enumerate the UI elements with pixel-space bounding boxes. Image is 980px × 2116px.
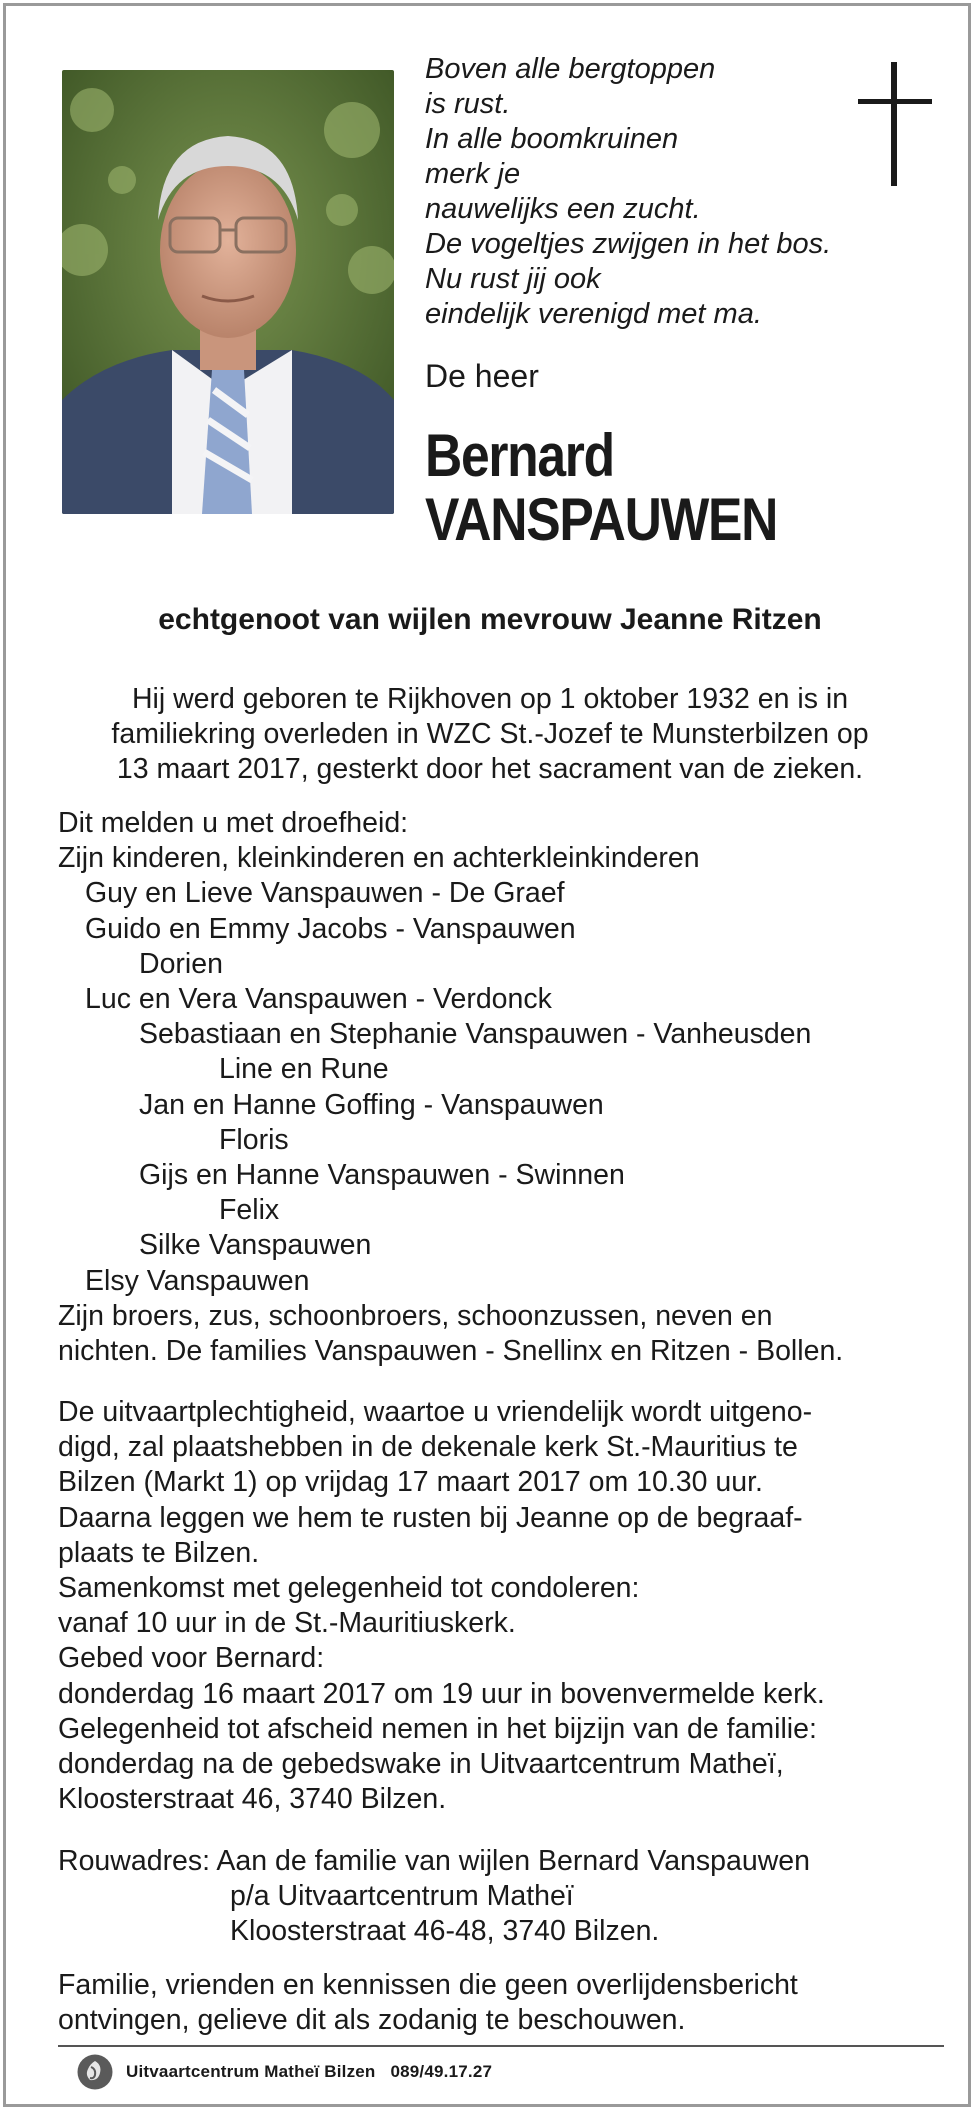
family-member: Felix bbox=[219, 1194, 280, 1227]
memorial-poem bbox=[425, 52, 831, 332]
poem-line: Boven alle bergtoppen bbox=[425, 53, 716, 85]
poem-line: merk je bbox=[425, 158, 521, 190]
birth-death-paragraph bbox=[40, 682, 940, 787]
service-line: digd, zal plaatshebben in de dekenale kerk St.-Mauritius te bbox=[58, 1431, 798, 1464]
deceased-name bbox=[425, 424, 777, 552]
family-member: Dorien bbox=[139, 947, 223, 980]
children-heading: Zijn kinderen, kleinkinderen en achterkleinkinderen bbox=[58, 842, 700, 875]
funeral-home-name: Uitvaartcentrum Matheï Bilzen bbox=[126, 2062, 376, 2081]
relatives-line: nichten. De families Vanspauwen - Snellinx en Ritzen - Bollen. bbox=[58, 1335, 844, 1368]
service-line: vanaf 10 uur in de St.-Mauritiuskerk. bbox=[58, 1607, 516, 1640]
family-intro: Dit melden u met droefheid: bbox=[58, 807, 409, 839]
family-member: Floris bbox=[219, 1123, 289, 1156]
portrait-photo bbox=[62, 70, 394, 514]
closing-note bbox=[58, 1968, 798, 2038]
service-line: plaats te Bilzen. bbox=[58, 1536, 260, 1569]
closing-line: ontvingen, gelieve dit als zodanig te beschouwen. bbox=[58, 2004, 686, 2037]
last-name: VANSPAUWEN bbox=[425, 486, 778, 553]
address-line: Kloosterstraat 46-48, 3740 Bilzen. bbox=[230, 1915, 660, 1948]
address-line: p/a Uitvaartcentrum Matheï bbox=[230, 1880, 574, 1913]
funeral-home-logo-icon bbox=[76, 2053, 114, 2091]
footer bbox=[76, 2052, 502, 2092]
address-line: Rouwadres: Aan de familie van wijlen Bernard Vanspauwen bbox=[58, 1845, 810, 1877]
service-line: Samenkomst met gelegenheid tot condoleren: bbox=[58, 1572, 640, 1605]
service-line: Gebed voor Bernard: bbox=[58, 1642, 325, 1675]
family-member: Elsy Vanspauwen bbox=[85, 1264, 310, 1297]
service-line: Bilzen (Markt 1) op vrijdag 17 maart 2017 om 10.30 uur. bbox=[58, 1466, 763, 1499]
family-member: Gijs en Hanne Vanspauwen - Swinnen bbox=[139, 1159, 625, 1192]
service-line: donderdag na de gebedswake in Uitvaartcentrum Matheï, bbox=[58, 1748, 784, 1781]
family-member: Line en Rune bbox=[219, 1053, 389, 1086]
paragraph-line: 13 maart 2017, gesterkt door het sacrament van de zieken. bbox=[116, 753, 864, 785]
service-line: Daarna leggen we hem te rusten bij Jeanne op de begraaf- bbox=[58, 1501, 803, 1534]
family-member: Sebastiaan en Stephanie Vanspauwen - Vanheusden bbox=[139, 1018, 812, 1051]
footer-divider bbox=[58, 2045, 944, 2047]
service-line: De uitvaartplechtigheid, waartoe u vriendelijk wordt uitgeno- bbox=[58, 1396, 813, 1428]
paragraph-line: Hij werd geboren te Rijkhoven op 1 oktober 1932 en is in bbox=[131, 683, 849, 715]
first-name: Bernard bbox=[425, 422, 614, 489]
funeral-service-info bbox=[58, 1395, 825, 1817]
family-announcement bbox=[58, 806, 843, 1369]
cross-icon bbox=[858, 62, 932, 186]
poem-line: eindelijk verenigd met ma. bbox=[425, 298, 762, 330]
closing-line: Familie, vrienden en kennissen die geen overlijdensbericht bbox=[58, 1969, 798, 2001]
poem-line: In alle boomkruinen bbox=[425, 123, 679, 155]
poem-line: Nu rust jij ook bbox=[425, 263, 601, 295]
relatives-line: Zijn broers, zus, schoonbroers, schoonzussen, neven en bbox=[58, 1299, 773, 1332]
family-member: Silke Vanspauwen bbox=[139, 1229, 372, 1262]
service-line: Gelegenheid tot afscheid nemen in het bijzijn van de familie: bbox=[58, 1712, 817, 1745]
family-member: Luc en Vera Vanspauwen - Verdonck bbox=[85, 983, 552, 1016]
family-member: Guido en Emmy Jacobs - Vanspauwen bbox=[85, 912, 576, 945]
poem-line: nauwelijks een zucht. bbox=[425, 193, 701, 225]
family-member: Jan en Hanne Goffing - Vanspauwen bbox=[139, 1088, 604, 1121]
mourning-address bbox=[58, 1844, 810, 1950]
service-line: Kloosterstraat 46, 3740 Bilzen. bbox=[58, 1783, 447, 1816]
spouse-line: echtgenoot van wijlen mevrouw Jeanne Ritzen bbox=[158, 603, 822, 636]
service-line: donderdag 16 maart 2017 om 19 uur in bovenvermelde kerk. bbox=[58, 1677, 825, 1710]
poem-line: is rust. bbox=[425, 88, 511, 120]
poem-line: De vogeltjes zwijgen in het bos. bbox=[425, 228, 832, 260]
footer-text bbox=[126, 2062, 502, 2082]
honorific: De heer bbox=[425, 358, 539, 394]
family-member: Guy en Lieve Vanspauwen - De Graef bbox=[85, 877, 565, 910]
funeral-home-phone: 089/49.17.27 bbox=[390, 2062, 493, 2081]
paragraph-line: familiekring overleden in WZC St.-Jozef te Munsterbilzen op bbox=[111, 718, 869, 750]
